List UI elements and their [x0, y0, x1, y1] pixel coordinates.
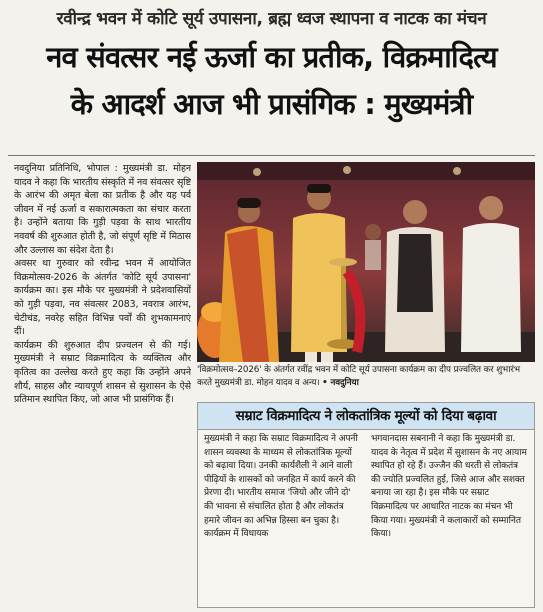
sidebar-story-column-2: भगवानदास सबनानी ने कहा कि मुख्यमंत्री डा. यादव के नेतृत्व में प्रदेश में सुशासन के नए आयाम स्थापित हो रहे हैं। उज्जैन की धरती से लोकतंत्र की ज्योति प्रज्वलित हुई, जिसे आज और सशक्त बनाया जा रहा है। इस मौके पर सम्राट विक्रमादित्य पर आधारित नाटक का मंचन भी किया गया। मुख्यमंत्री ने कलाकारों को सम्मानित किया। [371, 434, 527, 540]
kicker-headline: रवीन्द्र भवन में कोटि सूर्य उपासना, ब्रह्म ध्वज स्थापना व नाटक का मंचन [56, 9, 487, 29]
article-paragraph: नवदुनिया प्रतिनिधि, भोपाल : मुख्यमंत्री डा. मोहन यादव ने कहा कि भारतीय संस्कृति में नव संवत्सर सृष्टि के आरंभ की अमृत बेला का प्रतीक है और यह पर्व जीवन में नई ऊर्जा व सकारात्मकता का संचार करता है। उन्होंने बताया कि गुड़ी पड़वा के साथ भारतीय नववर्ष की शुरुआत होती है, जो संपूर्ण सृष्टि में मिठास और उल्लास का संदेश देता है। [14, 163, 191, 256]
article-paragraph: कार्यक्रम की शुरुआत दीप प्रज्वलन से की गई। मुख्यमंत्री ने सम्राट विक्रमादित्य के व्यक्तित्व और कृतित्व का उल्लेख करते हुए कहा कि उन्होंने अपने शौर्य, साहस और न्यायपूर्ण शासन से सुशासन के ऐसे प्रतिमान स्थापित किए, जो आज भी प्रासंगिक हैं। [14, 339, 191, 406]
sidebar-story-title: सम्राट विक्रमादित्य ने लोकतांत्रिक मूल्यों को दिया बढ़ावा [198, 403, 534, 430]
divider [8, 155, 535, 156]
photo-credit: • नवदुनिया [322, 378, 359, 388]
photo-caption-text: 'विक्रमोत्सव–2026' के अंतर्गत रवींद्र भवन में कोटि सूर्य उपासना कार्यक्रम का दीप प्रज्वलित कर शुभारंभ करते मुख्यमंत्री डा. मोहन यादव व अन्य। [197, 365, 520, 388]
event-photo [197, 162, 535, 362]
article-left-column [14, 162, 191, 608]
photo-caption [197, 364, 535, 392]
headline-line-1: नव संवत्सर नई ऊर्जा का प्रतीक, विक्रमादित्य [46, 40, 497, 74]
sidebar-story-columns [204, 433, 528, 603]
headline-line-2: के आदर्श आज भी प्रासंगिक : मुख्यमंत्री [70, 87, 473, 121]
sidebar-story-column-1: मुख्यमंत्री ने कहा कि सम्राट विक्रमादित्य ने अपनी शासन व्यवस्था के माध्यम से लोकतांत्रिक मूल्यों को बढ़ावा दिया। उनकी कार्यशैली ने आने वाली पीढ़ियों के शासकों को जनहित में कार्य करने की प्रेरणा दी। भारतीय समाज 'जियो और जीने दो' की भावना से संचालित होता है और लोकतंत्र हमारे जीवन का अभिन्न हिस्सा बन चुका है। कार्यक्रम में विधायक [204, 434, 358, 540]
article-paragraph: अवसर था गुरुवार को रवीन्द्र भवन में आयोजित विक्रमोत्सव-2026 के अंतर्गत 'कोटि सूर्य उपासना' कार्यक्रम का। इस मौके पर मुख्यमंत्री ने प्रदेशवासियों को गुड़ी पड़वा, नव संवत्सर 2083, नवरात्र आरंभ, चेटीचंड, नवरेह सहित विभिन्न पर्वों की शुभकामनाएं दीं। [14, 258, 191, 338]
event-photo-illustration [197, 162, 535, 362]
main-headline [6, 34, 537, 152]
sidebar-story-box [197, 402, 535, 608]
